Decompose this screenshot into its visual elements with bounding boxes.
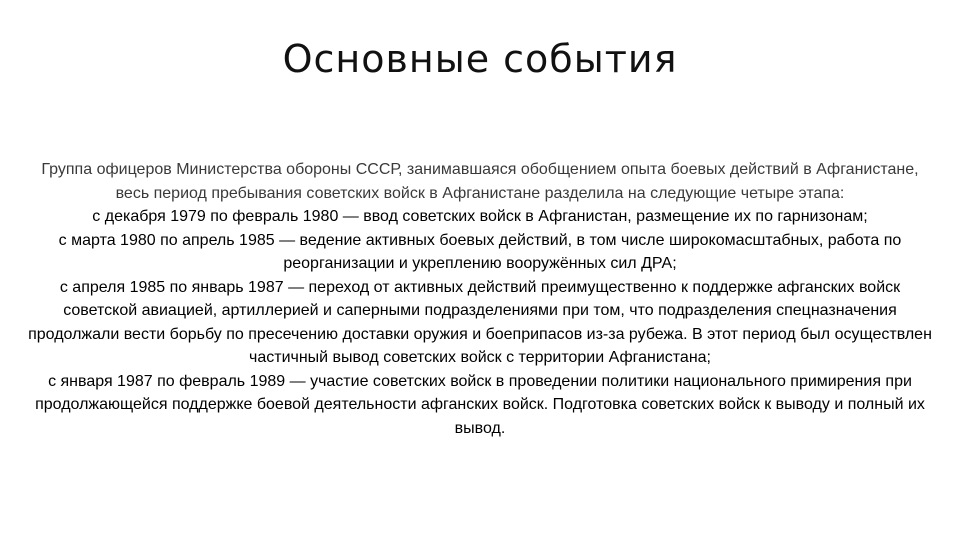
stage-3-paragraph: с апреля 1985 по январь 1987 — переход от активных действий преимущественно к поддержке афганских войск советской авиацией, артиллерией и саперными подразделениями при том, что подразделения спецназначения продолжали вести борьбу по пресечению доставки оружия и боеприпасов из-за рубежа. В этот период был осуществлен частичный вывод советских войск с территории Афганистана;	[28, 278, 932, 366]
slide-body	[28, 158, 932, 440]
slide-title: Основные события	[282, 37, 678, 81]
stage-4-paragraph: с января 1987 по февраль 1989 — участие советских войск в проведении политики национального примирения при продолжающейся поддержке боевой деятельности афганских войск. Подготовка советских войск к выводу и полный их вывод.	[35, 372, 925, 437]
stage-2-paragraph: с марта 1980 по апрель 1985 — ведение активных боевых действий, в том числе широкомасштабных, работа по реорганизации и укреплению вооружённых сил ДРА;	[58, 231, 902, 272]
intro-paragraph: Группа офицеров Министерства обороны СССР, занимавшаяся обобщением опыта боевых действий в Афганистане, весь период пребывания советских войск в Афганистане разделила на следующие четыре этапа:	[41, 161, 919, 202]
stage-1-paragraph: с декабря 1979 по февраль 1980 — ввод советских войск в Афганистан, размещение их по гарнизонам;	[92, 208, 868, 225]
